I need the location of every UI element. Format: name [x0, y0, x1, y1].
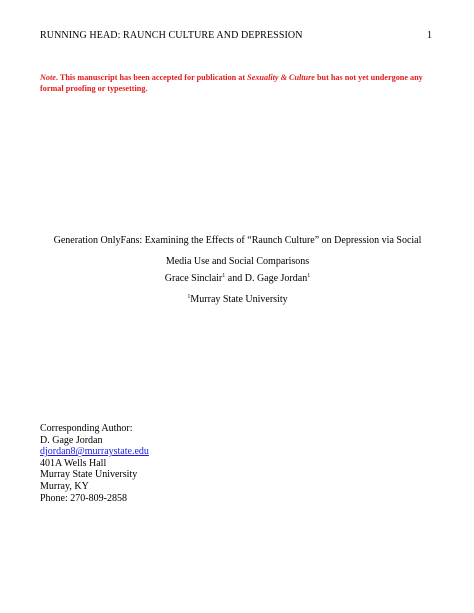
note-text-after: but has not yet undergone any formal proofing or typesetting. — [40, 73, 423, 93]
page-number: 1 — [427, 30, 432, 41]
contact-heading: Corresponding Author: — [40, 423, 133, 434]
note-label: Note — [40, 73, 56, 82]
publication-note — [40, 72, 435, 94]
author-list — [40, 273, 435, 284]
corresponding-author-block — [40, 423, 149, 504]
contact-name: D. Gage Jordan — [40, 434, 103, 446]
contact-office: 401A Wells Hall — [40, 457, 107, 469]
contact-phone: Phone: 270-809-2858 — [40, 492, 127, 504]
affiliation-name: Murray State University — [190, 294, 288, 305]
title-line-1: Generation OnlyFans: Examining the Effects of “Raunch Culture” on Depression via Social — [53, 235, 422, 246]
running-head: RUNNING HEAD: RAUNCH CULTURE AND DEPRESSION — [40, 30, 303, 41]
contact-email-link[interactable]: djordan8@murraystate.edu — [40, 446, 149, 458]
author-1-name: Grace Sinclair — [164, 273, 223, 284]
affiliation-mark: 1 — [187, 294, 191, 300]
note-text-before: . This manuscript has been accepted for publication at — [55, 73, 248, 82]
title-line-2: Media Use and Social Comparisons — [165, 256, 310, 267]
author-2-affiliation-mark: 1 — [307, 273, 311, 279]
note-journal: Sexuality & Culture — [247, 73, 315, 82]
contact-institution: Murray State University — [40, 469, 138, 481]
affiliation — [40, 294, 435, 305]
author-2-name: D. Gage Jordan — [244, 273, 308, 284]
paper-title — [40, 230, 435, 272]
author-1-affiliation-mark: 1 — [222, 273, 226, 279]
contact-city: Murray, KY — [40, 480, 89, 492]
author-connector: and — [225, 273, 245, 284]
